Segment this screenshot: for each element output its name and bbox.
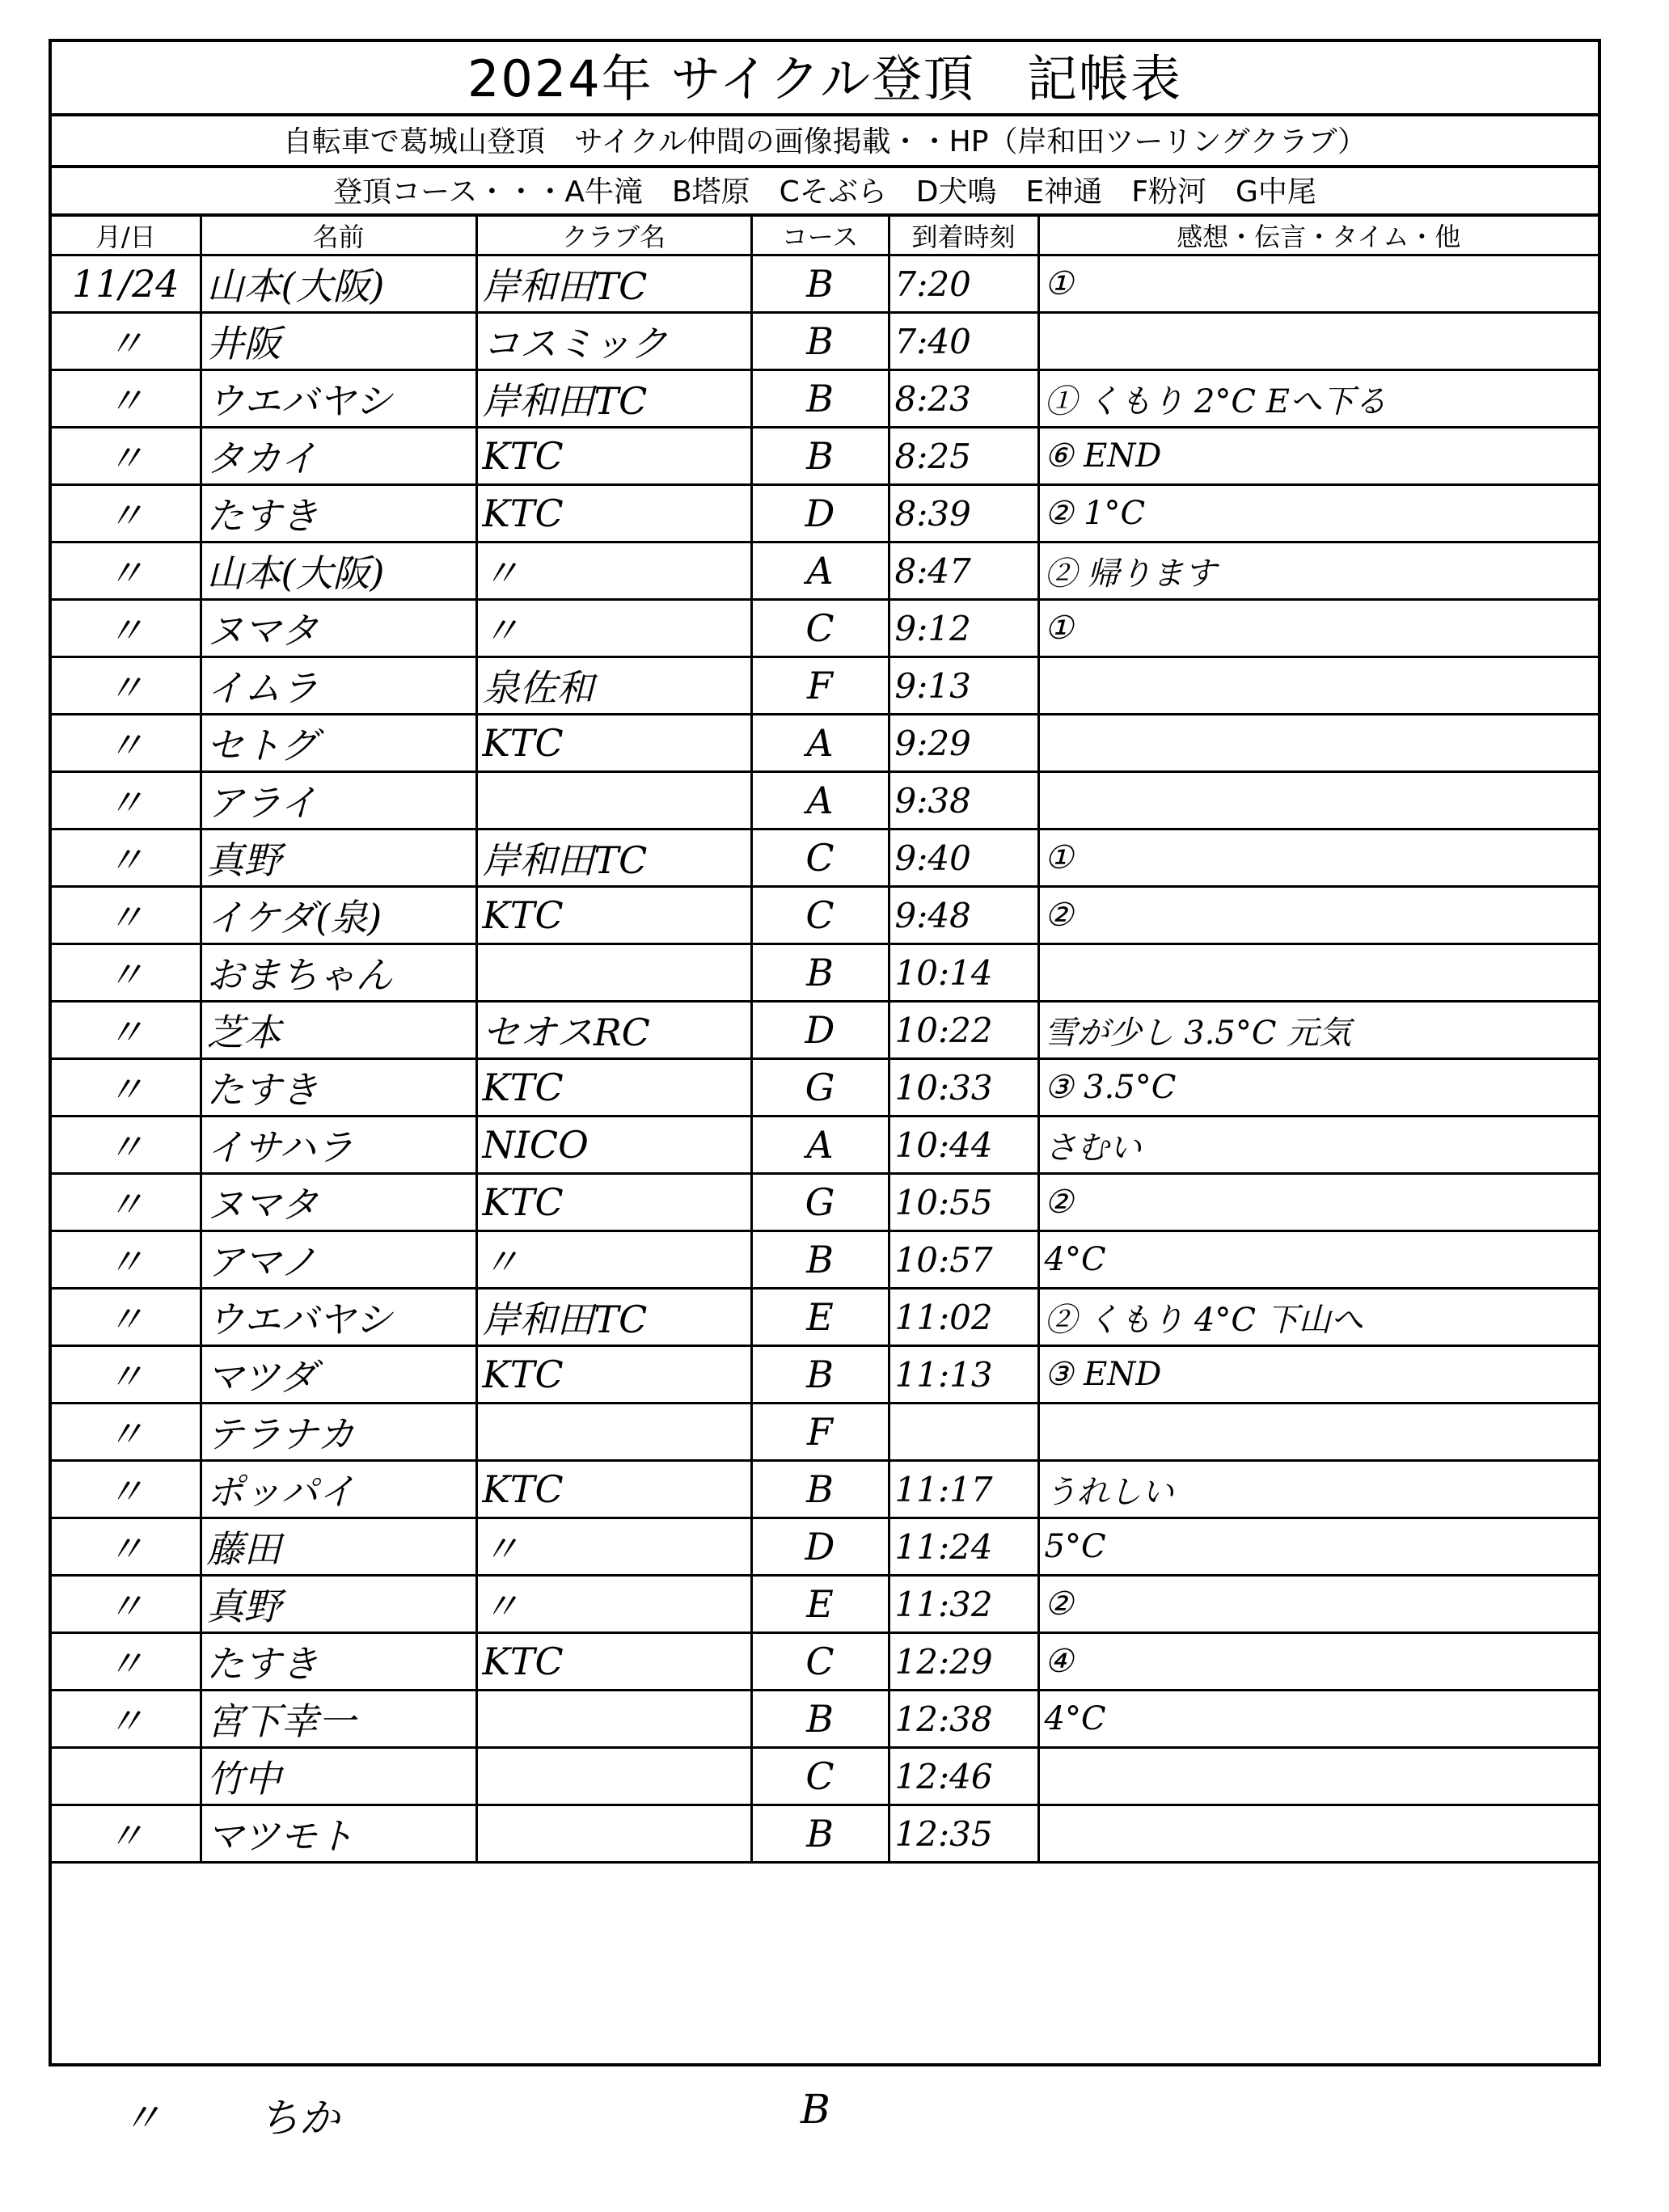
row-course: D <box>751 485 889 542</box>
row-time: 12:35 <box>889 1805 1038 1863</box>
row-note <box>1038 1404 1598 1461</box>
table-row <box>52 1748 1598 1805</box>
row-date: 〃 <box>52 1691 201 1748</box>
row-note: うれしい <box>1038 1461 1598 1518</box>
row-note <box>1038 944 1598 1002</box>
row-name: ウエバヤシ <box>201 1289 476 1346</box>
row-club <box>476 1748 751 1805</box>
row-name: たすき <box>201 1059 476 1117</box>
row-time: 8:25 <box>889 428 1038 485</box>
row-date: 〃 <box>52 485 201 542</box>
row-note: ② <box>1038 887 1598 944</box>
row-date: 11/24 <box>52 255 201 313</box>
row-time: 8:39 <box>889 485 1038 542</box>
row-course: A <box>751 772 889 830</box>
row-club: KTC <box>476 1633 751 1691</box>
row-date: 〃 <box>52 1346 201 1404</box>
row-time: 10:55 <box>889 1174 1038 1231</box>
log-rows <box>52 255 1598 1863</box>
row-club: 泉佐和 <box>476 657 751 715</box>
row-date: 〃 <box>52 428 201 485</box>
row-note: ④ <box>1038 1633 1598 1691</box>
table-row <box>52 1059 1598 1117</box>
row-name: アライ <box>201 772 476 830</box>
row-note: ① くもり 2°C Eへ下る <box>1038 370 1598 428</box>
table-row <box>52 1461 1598 1518</box>
row-date: 〃 <box>52 1231 201 1289</box>
row-time: 11:24 <box>889 1518 1038 1576</box>
row-date: 〃 <box>52 1174 201 1231</box>
row-club: KTC <box>476 428 751 485</box>
table-row <box>52 600 1598 657</box>
course-legend: 登頂コース・・・A牛滝 B塔原 Cそぶら D犬鳴 E神通 F粉河 G中尾 <box>52 168 1598 217</box>
row-club: 岸和田TC <box>476 1289 751 1346</box>
row-note: 4°C <box>1038 1231 1598 1289</box>
row-date: 〃 <box>52 542 201 600</box>
row-name: イムラ <box>201 657 476 715</box>
table-row <box>52 715 1598 772</box>
row-course: G <box>751 1174 889 1231</box>
row-time: 10:44 <box>889 1117 1038 1174</box>
row-time: 10:14 <box>889 944 1038 1002</box>
row-club <box>476 1404 751 1461</box>
row-name: 宮下幸一 <box>201 1691 476 1748</box>
row-club <box>476 772 751 830</box>
table-row <box>52 428 1598 485</box>
row-note <box>1038 772 1598 830</box>
table-row <box>52 657 1598 715</box>
row-name: テラナカ <box>201 1404 476 1461</box>
column-header-club: クラブ名 <box>476 217 751 255</box>
table-row <box>52 887 1598 944</box>
log-sheet <box>49 39 1601 2066</box>
row-name: 真野 <box>201 830 476 887</box>
row-date: 〃 <box>52 1059 201 1117</box>
row-note: ① <box>1038 600 1598 657</box>
row-course: B <box>751 428 889 485</box>
row-time: 9:13 <box>889 657 1038 715</box>
row-time: 9:40 <box>889 830 1038 887</box>
row-club: KTC <box>476 1346 751 1404</box>
extra-row-course: B <box>801 2086 830 2133</box>
row-club <box>476 944 751 1002</box>
row-date: 〃 <box>52 1117 201 1174</box>
row-course: A <box>751 1117 889 1174</box>
row-course: F <box>751 1404 889 1461</box>
row-course: B <box>751 1691 889 1748</box>
row-name: 芝本 <box>201 1002 476 1059</box>
row-time: 8:23 <box>889 370 1038 428</box>
row-course: B <box>751 313 889 370</box>
row-time: 11:32 <box>889 1576 1038 1633</box>
row-note: さむい <box>1038 1117 1598 1174</box>
table-row <box>52 1518 1598 1576</box>
page-subtitle: 自転車で葛城山登頂 サイクル仲間の画像掲載・・HP（岸和田ツーリングクラブ） <box>52 116 1598 168</box>
row-date: 〃 <box>52 1461 201 1518</box>
row-name: タカイ <box>201 428 476 485</box>
row-course: D <box>751 1002 889 1059</box>
log-table <box>52 217 1598 1864</box>
row-name: アマノ <box>201 1231 476 1289</box>
row-name: 竹中 <box>201 1748 476 1805</box>
row-club: 〃 <box>476 1518 751 1576</box>
row-time: 10:33 <box>889 1059 1038 1117</box>
row-club: 〃 <box>476 542 751 600</box>
row-note: 5°C <box>1038 1518 1598 1576</box>
row-course: B <box>751 1805 889 1863</box>
row-time: 9:48 <box>889 887 1038 944</box>
row-note <box>1038 657 1598 715</box>
row-course: D <box>751 1518 889 1576</box>
row-course: B <box>751 1346 889 1404</box>
table-row <box>52 1576 1598 1633</box>
row-time: 7:40 <box>889 313 1038 370</box>
row-time: 11:02 <box>889 1289 1038 1346</box>
row-date: 〃 <box>52 1002 201 1059</box>
row-course: A <box>751 542 889 600</box>
row-course: C <box>751 600 889 657</box>
row-date: 〃 <box>52 1518 201 1576</box>
column-header-date: 月/日 <box>52 217 201 255</box>
row-course: G <box>751 1059 889 1117</box>
extra-row-date: 〃 <box>121 2095 162 2142</box>
row-date: 〃 <box>52 1404 201 1461</box>
table-row <box>52 1404 1598 1461</box>
table-row <box>52 1691 1598 1748</box>
extra-row-name: ちか <box>259 2095 340 2142</box>
column-header-course: コース <box>751 217 889 255</box>
row-club <box>476 1805 751 1863</box>
table-row <box>52 1117 1598 1174</box>
row-note: ⑥ END <box>1038 428 1598 485</box>
row-name: イケダ(泉) <box>201 887 476 944</box>
table-row <box>52 313 1598 370</box>
row-note: ③ 3.5°C <box>1038 1059 1598 1117</box>
header-row <box>52 217 1598 255</box>
row-club: 岸和田TC <box>476 255 751 313</box>
row-club: 〃 <box>476 1576 751 1633</box>
row-course: B <box>751 1461 889 1518</box>
row-date: 〃 <box>52 1289 201 1346</box>
row-name: たすき <box>201 1633 476 1691</box>
row-date: 〃 <box>52 1576 201 1633</box>
row-time: 9:29 <box>889 715 1038 772</box>
row-note: ② 帰ります <box>1038 542 1598 600</box>
row-course: B <box>751 370 889 428</box>
row-course: E <box>751 1289 889 1346</box>
row-note: ① <box>1038 830 1598 887</box>
row-course: C <box>751 1748 889 1805</box>
row-name: たすき <box>201 485 476 542</box>
row-name: ヌマタ <box>201 600 476 657</box>
row-time <box>889 1404 1038 1461</box>
row-course: C <box>751 1633 889 1691</box>
row-note: ① <box>1038 255 1598 313</box>
row-course: C <box>751 830 889 887</box>
column-header-time: 到着時刻 <box>889 217 1038 255</box>
row-note: ③ END <box>1038 1346 1598 1404</box>
table-row <box>52 1346 1598 1404</box>
row-course: B <box>751 944 889 1002</box>
row-date: 〃 <box>52 772 201 830</box>
row-note: ② <box>1038 1174 1598 1231</box>
row-course: B <box>751 255 889 313</box>
row-club: セオスRC <box>476 1002 751 1059</box>
row-date: 〃 <box>52 830 201 887</box>
row-date: 〃 <box>52 1805 201 1863</box>
row-note: 雪が少し 3.5°C 元気 <box>1038 1002 1598 1059</box>
row-date: 〃 <box>52 370 201 428</box>
row-time: 10:57 <box>889 1231 1038 1289</box>
row-name: イサハラ <box>201 1117 476 1174</box>
row-note: ② <box>1038 1576 1598 1633</box>
row-name: マツダ <box>201 1346 476 1404</box>
row-club: KTC <box>476 485 751 542</box>
row-time: 11:17 <box>889 1461 1038 1518</box>
row-course: B <box>751 1231 889 1289</box>
row-club: KTC <box>476 887 751 944</box>
row-club: 岸和田TC <box>476 370 751 428</box>
row-note: 4°C <box>1038 1691 1598 1748</box>
row-name: マツモト <box>201 1805 476 1863</box>
row-course: F <box>751 657 889 715</box>
row-name: ポッパイ <box>201 1461 476 1518</box>
row-club: コスミック <box>476 313 751 370</box>
table-row <box>52 485 1598 542</box>
row-club: 〃 <box>476 1231 751 1289</box>
row-name: 井阪 <box>201 313 476 370</box>
table-row <box>52 542 1598 600</box>
row-name: 山本(大阪) <box>201 542 476 600</box>
row-time: 12:29 <box>889 1633 1038 1691</box>
page-title: 2024年 サイクル登頂 記帳表 <box>52 42 1598 116</box>
row-club: KTC <box>476 715 751 772</box>
table-row <box>52 370 1598 428</box>
row-name: 真野 <box>201 1576 476 1633</box>
table-row <box>52 1002 1598 1059</box>
row-time: 11:13 <box>889 1346 1038 1404</box>
row-club: KTC <box>476 1174 751 1231</box>
row-club: KTC <box>476 1461 751 1518</box>
table-row <box>52 255 1598 313</box>
row-time: 12:46 <box>889 1748 1038 1805</box>
row-name: ヌマタ <box>201 1174 476 1231</box>
row-time: 9:38 <box>889 772 1038 830</box>
row-course: A <box>751 715 889 772</box>
row-name: おまちゃん <box>201 944 476 1002</box>
table-row <box>52 830 1598 887</box>
row-club: 岸和田TC <box>476 830 751 887</box>
column-header-note: 感想・伝言・タイム・他 <box>1038 217 1598 255</box>
row-date: 〃 <box>52 313 201 370</box>
table-row <box>52 1289 1598 1346</box>
table-row <box>52 1805 1598 1863</box>
row-name: セトグ <box>201 715 476 772</box>
row-club: NICO <box>476 1117 751 1174</box>
table-row <box>52 1633 1598 1691</box>
row-time: 10:22 <box>889 1002 1038 1059</box>
row-name: 藤田 <box>201 1518 476 1576</box>
row-time: 9:12 <box>889 600 1038 657</box>
row-club: KTC <box>476 1059 751 1117</box>
row-note <box>1038 313 1598 370</box>
row-course: C <box>751 887 889 944</box>
table-row <box>52 1231 1598 1289</box>
row-note <box>1038 715 1598 772</box>
row-club: 〃 <box>476 600 751 657</box>
row-date: 〃 <box>52 600 201 657</box>
row-note: ② 1°C <box>1038 485 1598 542</box>
row-time: 7:20 <box>889 255 1038 313</box>
row-club <box>476 1691 751 1748</box>
table-row <box>52 772 1598 830</box>
row-note <box>1038 1748 1598 1805</box>
table-row <box>52 1174 1598 1231</box>
row-name: ウエバヤシ <box>201 370 476 428</box>
row-date: 〃 <box>52 657 201 715</box>
row-date: 〃 <box>52 944 201 1002</box>
row-date: 〃 <box>52 887 201 944</box>
table-row <box>52 944 1598 1002</box>
row-time: 12:38 <box>889 1691 1038 1748</box>
row-date: 〃 <box>52 1633 201 1691</box>
row-date: 〃 <box>52 715 201 772</box>
row-note: ② くもり 4°C 下山へ <box>1038 1289 1598 1346</box>
row-time: 8:47 <box>889 542 1038 600</box>
row-name: 山本(大阪) <box>201 255 476 313</box>
row-date <box>52 1748 201 1805</box>
row-course: E <box>751 1576 889 1633</box>
column-header-name: 名前 <box>201 217 476 255</box>
row-note <box>1038 1805 1598 1863</box>
